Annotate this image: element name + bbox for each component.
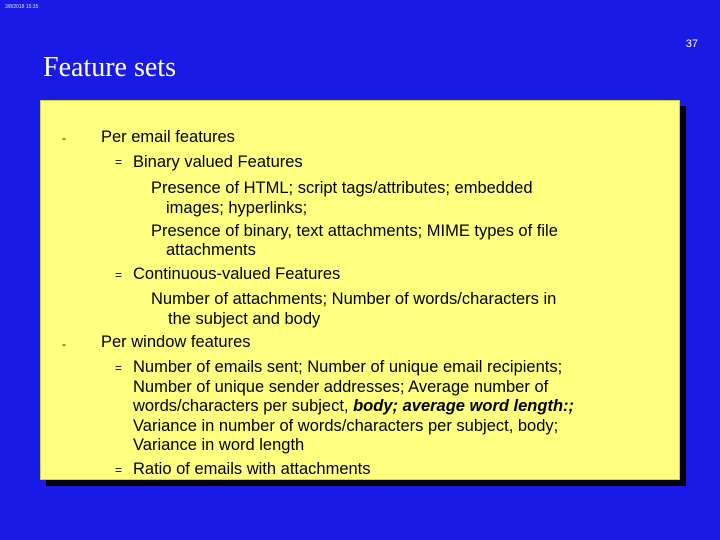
sub-bullet-marker: = bbox=[115, 361, 123, 375]
window-item-1d: Variance in number of words/characters per subject, body; bbox=[133, 417, 559, 435]
binary-item-2b: attachments bbox=[166, 241, 256, 259]
continuous-features-heading: Continuous-valued Features bbox=[133, 265, 341, 283]
window-item-2: Ratio of emails with attachments bbox=[133, 460, 371, 478]
binary-item-1a: Presence of HTML; script tags/attributes; embedded bbox=[151, 179, 533, 197]
sub-bullet-marker: = bbox=[115, 155, 123, 169]
slide-title: Feature sets bbox=[43, 52, 176, 83]
page-number: 37 bbox=[685, 38, 698, 50]
per-email-heading: Per email features bbox=[101, 128, 235, 146]
window-item-1c-emphasis: body; average word length:; bbox=[353, 397, 575, 415]
binary-features-heading: Binary valued Features bbox=[133, 153, 303, 171]
binary-item-2a: Presence of binary, text attachments; MIME types of file bbox=[151, 222, 558, 240]
binary-item-1b: images; hyperlinks; bbox=[166, 199, 308, 217]
window-item-1c-plain: words/characters per subject, bbox=[133, 397, 354, 415]
bullet-marker: - bbox=[62, 337, 66, 351]
per-window-heading: Per window features bbox=[101, 333, 251, 351]
bullet-marker: - bbox=[62, 131, 66, 145]
window-item-1b: Number of unique sender addresses; Average number of bbox=[133, 378, 549, 396]
content-box bbox=[40, 100, 680, 480]
date-stamp: 3/8/2018 15:35 bbox=[5, 4, 39, 10]
sub-bullet-marker: = bbox=[115, 463, 123, 477]
window-item-1c bbox=[133, 396, 574, 416]
window-item-1e: Variance in word length bbox=[133, 436, 305, 454]
window-item-1a: Number of emails sent; Number of unique email recipients; bbox=[133, 358, 563, 376]
sub-bullet-marker: = bbox=[115, 268, 123, 282]
continuous-item-1a: Number of attachments; Number of words/characters in bbox=[151, 290, 557, 308]
continuous-item-1b: the subject and body bbox=[168, 310, 321, 328]
